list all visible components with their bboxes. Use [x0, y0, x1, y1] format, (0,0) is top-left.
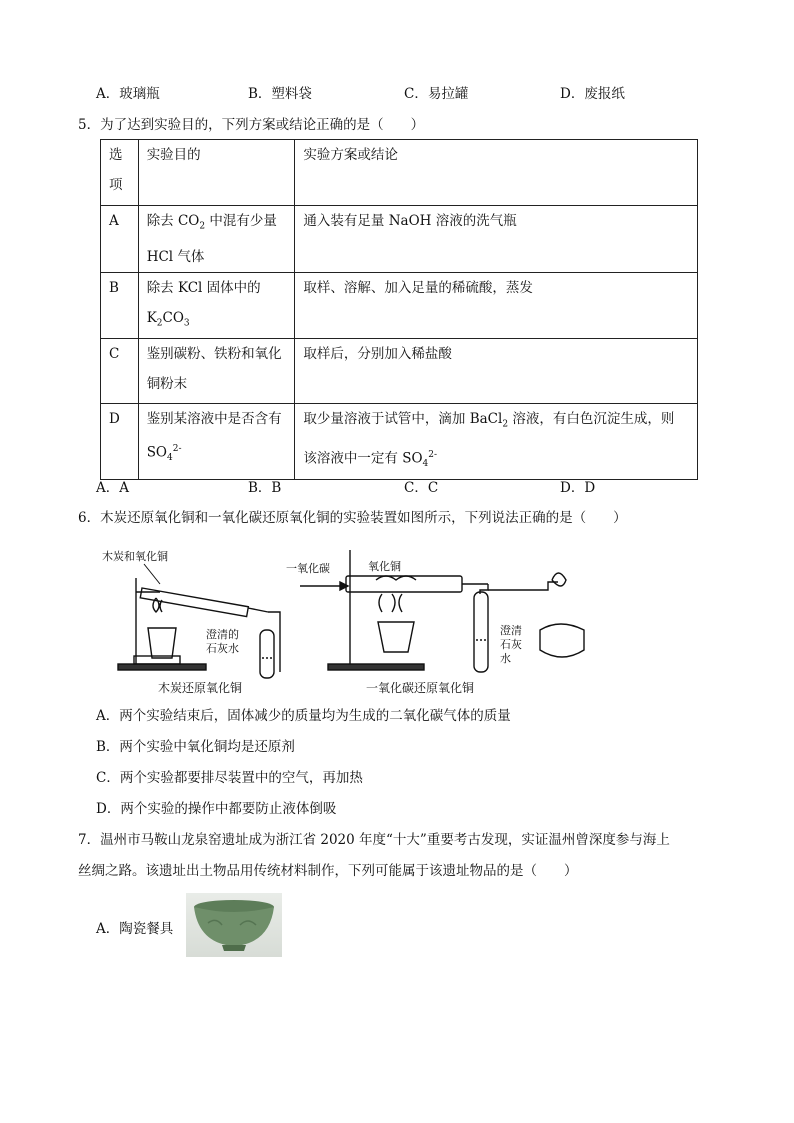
table-row: [101, 404, 698, 480]
q5-question: 5．为了达到实验目的，下列方案或结论正确的是（ ）: [78, 117, 425, 133]
q5-option-b: B．B: [248, 480, 282, 496]
q6-option-b: B．两个实验中氧化铜均是还原剂: [96, 739, 295, 755]
row-purpose: 除去 $CO_2$ 中混有少量 HCl 气体: [138, 206, 295, 273]
row-plan: 取少量溶液于试管中，滴加 BaCl$_2$ 溶液，有白色沉淀生成，则 该溶液中一定有 $SO_4^{2-}$: [295, 404, 698, 480]
celadon-bowl-image: [186, 893, 282, 957]
q5-table: [100, 139, 698, 480]
q6-option-c: C．两个实验都要排尽装置中的空气，再加热: [96, 770, 363, 786]
label-limewater-right-1: 澄清: [500, 624, 522, 637]
label-limewater-right-3: 水: [500, 652, 511, 665]
q4-option-a: A．玻璃瓶: [96, 86, 160, 102]
label-limewater-left-2: 石灰水: [206, 642, 239, 655]
q6-question: 6．木炭还原氧化铜和一氧化碳还原氧化铜的实验装置如图所示，下列说法正确的是（ ）: [78, 510, 627, 526]
row-plan: 取样、溶解、加入足量的稀硫酸，蒸发: [295, 272, 698, 339]
table-row: [101, 140, 698, 206]
q6-option-a: A．两个实验结束后，固体减少的质量均为生成的二氧化碳气体的质量: [96, 708, 511, 724]
table-row: [101, 272, 698, 339]
table-row: [101, 339, 698, 404]
bowl-icon: [186, 893, 282, 957]
q4-option-d: D．废报纸: [560, 86, 625, 102]
caption-charcoal: 木炭还原氧化铜: [158, 681, 243, 695]
q6-apparatus-figure: [96, 540, 686, 700]
label-charcoal-cuo: 木炭和氧化铜: [102, 550, 168, 563]
q7-question-line2: 丝绸之路。该遗址出土物品用传统材料制作，下列可能属于该遗址物品的是（ ）: [78, 863, 578, 879]
header-plan: 实验方案或结论: [295, 140, 698, 206]
table-row: [101, 206, 698, 273]
row-plan: 通入装有足量 NaOH 溶液的洗气瓶: [295, 206, 698, 273]
label-cuo: 氧化铜: [368, 560, 401, 573]
q7-question-line1: 7．温州市马鞍山龙泉窑遗址成为浙江省 2020 年度“十大”重要考古发现，实证温州曾深度参与海上: [78, 832, 670, 848]
label-limewater-left-1: 澄清的: [206, 628, 239, 641]
q7-option-a: A．陶瓷餐具: [96, 921, 174, 937]
q6-option-d: D．两个实验的操作中都要防止液体倒吸: [96, 801, 337, 817]
charcoal-apparatus: [118, 578, 280, 678]
label-co: 一氧化碳: [286, 562, 330, 575]
q5-option-a: A．A: [96, 480, 129, 496]
q4-option-b: B．塑料袋: [248, 86, 312, 102]
row-purpose: 鉴别某溶液中是否含有 $SO_4^{2-}$: [138, 404, 295, 480]
header-purpose: 实验目的: [138, 140, 295, 206]
row-option: C: [109, 346, 120, 363]
row-purpose: 鉴别碳粉、铁粉和氧化 铜粉末: [138, 339, 295, 404]
label-limewater-right-2: 石灰: [500, 638, 522, 651]
header-option: 选 项: [101, 140, 139, 206]
q5-option-d: D．D: [560, 480, 596, 496]
row-option: A: [109, 213, 119, 229]
caption-co: 一氧化碳还原氧化铜: [366, 681, 475, 695]
row-plan: 取样后，分别加入稀盐酸: [295, 339, 698, 404]
row-option: B: [109, 279, 119, 296]
q4-option-c: C．易拉罐: [404, 86, 469, 102]
co-apparatus: [300, 550, 584, 672]
row-option: D: [109, 411, 120, 428]
q5-option-c: C．C: [404, 480, 439, 496]
row-purpose: 除去 KCl 固体中的 $K_2CO_3$: [138, 272, 295, 339]
